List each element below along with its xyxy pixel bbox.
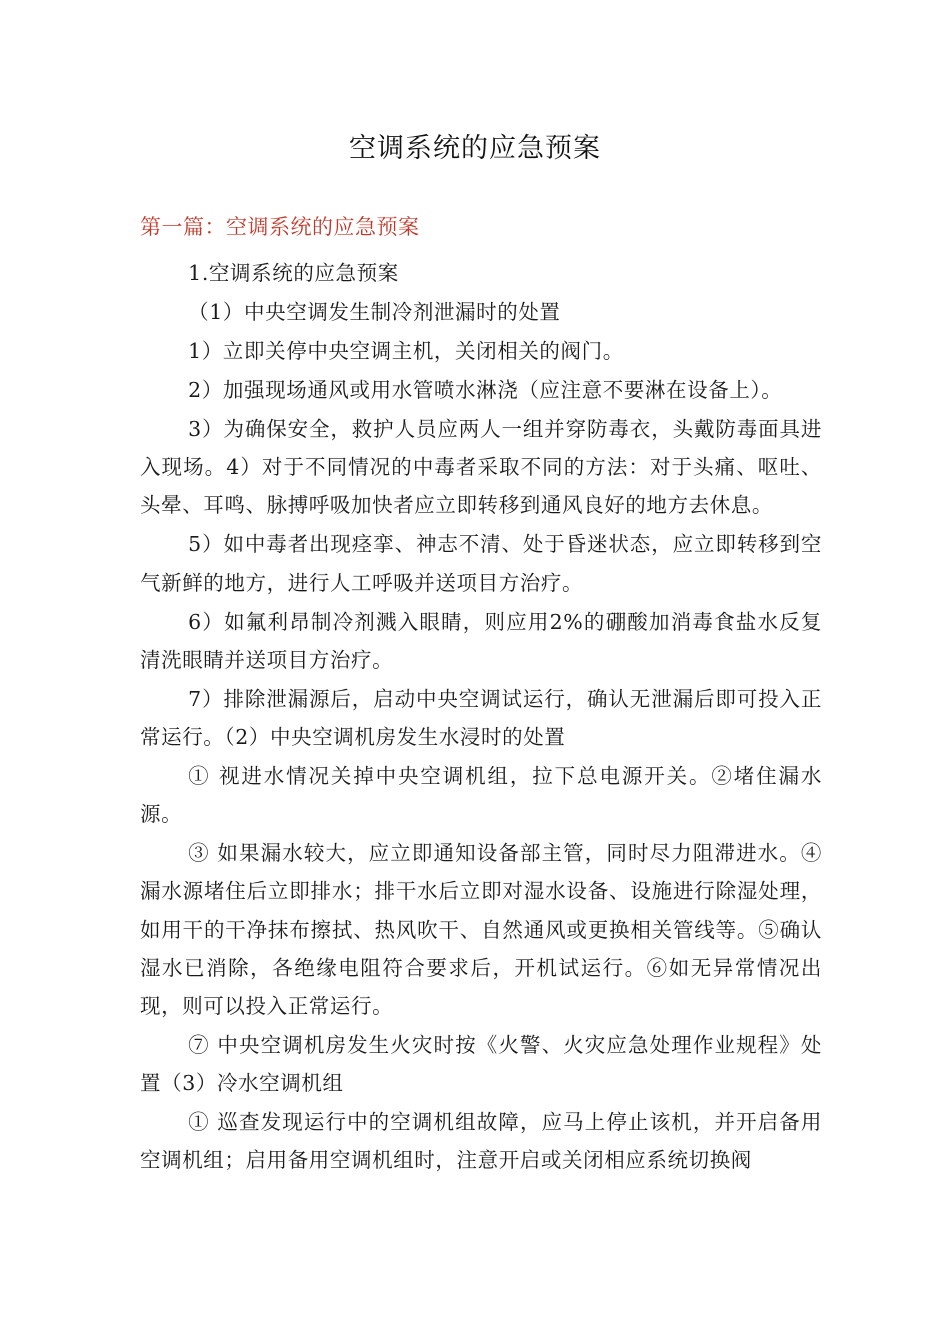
paragraph-6: 5）如中毒者出现痉挛、神志不清、处于昏迷状态，应立即转移到空气新鲜的地方，进行人工呼吸并送项目方治疗。 <box>140 532 822 595</box>
paragraph-8: 7）排除泄漏源后，启动中央空调试运行，确认无泄漏后即可投入正常运行。（2）中央空调机房发生水浸时的处置 <box>140 686 822 750</box>
paragraph-4: 2）加强现场通风或用水管喷水淋浇（应注意不要淋在设备上）。 <box>188 378 783 402</box>
body-text <box>140 254 822 1180</box>
paragraph-10: ③ 如果漏水较大，应立即通知设备部主管，同时尽力阻滞进水。④漏水源堵住后立即排水；排干水后立即对湿水设备、设施进行除湿处理，如用干的干净抹布擦拭、热风吹干、自然通风或更换相关管线等。⑤确认湿水已消除，各绝缘电阻符合要求后，开机试运行。⑥如无异常情况出现，则可以投入正常运行。 <box>140 841 822 1019</box>
paragraph-11: ⑦ 中央空调机房发生火灾时按《火警、火灾应急处理作业规程》处置（3）冷水空调机组 <box>140 1033 822 1096</box>
section-heading: 第一篇：空调系统的应急预案 <box>140 215 420 239</box>
paragraph-5: 3）为确保安全，救护人员应两人一组并穿防毒衣，头戴防毒面具进入现场。4）对于不同情况的中毒者采取不同的方法：对于头痛、呕吐、头晕、耳鸣、脉搏呼吸加快者应立即转移到通风良好的地方去休息。 <box>140 417 822 518</box>
paragraph-7: 6）如氟利昂制冷剂溅入眼睛，则应用2%的硼酸加消毒食盐水反复清洗眼睛并送项目方治疗。 <box>140 609 822 672</box>
paragraph-9: ① 视进水情况关掉中央空调机组，拉下总电源开关。②堵住漏水源。 <box>140 764 822 827</box>
paragraph-12: ① 巡查发现运行中的空调机组故障，应马上停止该机，并开启备用空调机组；启用备用空调机组时，注意开启或关闭相应系统切换阀 <box>140 1110 822 1173</box>
paragraph-2: （1）中央空调发生制冷剂泄漏时的处置 <box>188 300 561 324</box>
paragraph-1: 1.空调系统的应急预案 <box>188 261 399 285</box>
paragraph-3: 1）立即关停中央空调主机，关闭相关的阀门。 <box>188 339 624 363</box>
document-title: 空调系统的应急预案 <box>349 133 601 164</box>
